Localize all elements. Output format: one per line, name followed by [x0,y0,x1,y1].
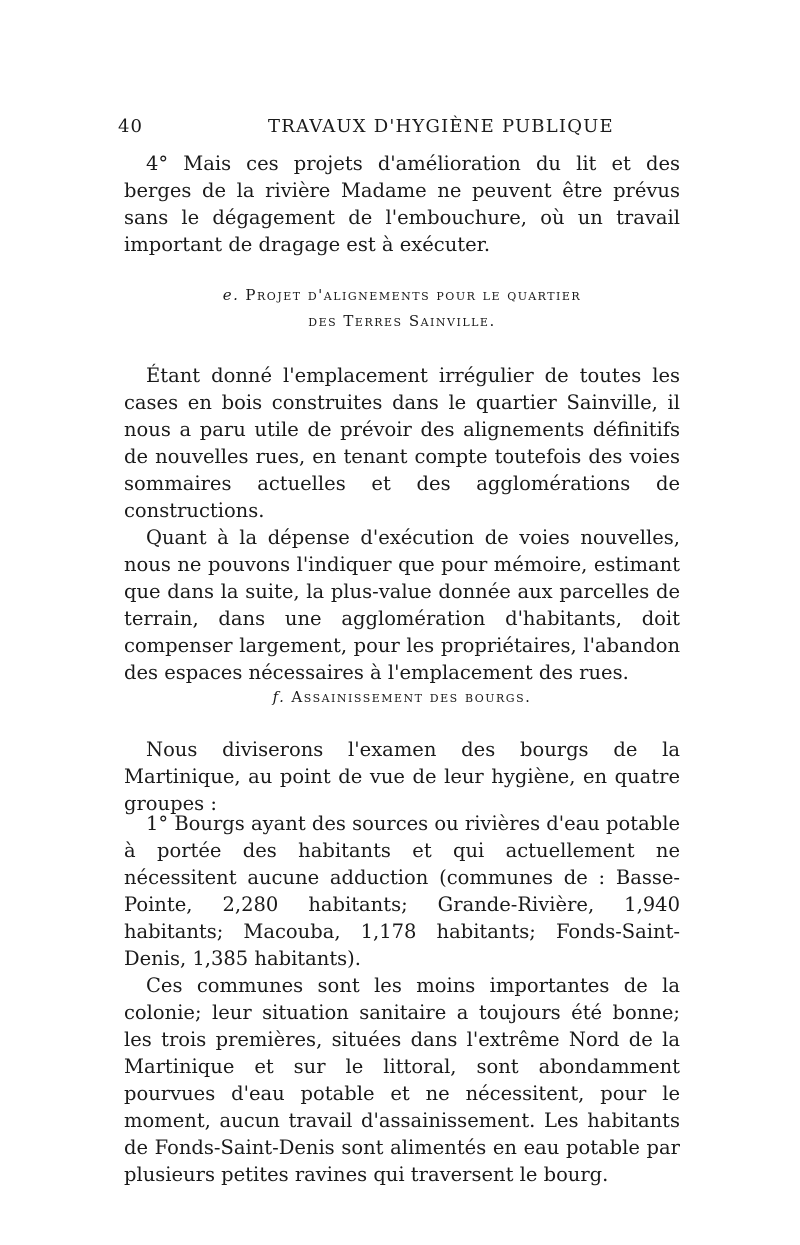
intro-paragraph: 4° Mais ces projets d'amélioration du lit et des berges de la rivière Madame ne peuvent être prévus sans le dégagement de l'embouchure, où un travail important de dragage est à exécuter. [124,152,680,256]
section-f-paragraph-1: Nous diviserons l'examen des bourgs de la Martinique, au point de vue de leur hygiène, en quatre groupes : [124,738,680,815]
section-f-paragraph-2: 1° Bourgs ayant des sources ou rivières d'eau potable à portée des habitants et qui actuellement ne nécessitent aucune adduction (communes de : Basse-Pointe, 2,280 habitants; Grande-Rivière, 1,940 habitants; Macouba, 1,178 habitants; Fonds-Saint-Denis, 1,385 habitants). [124,812,681,970]
intro-paragraph-block [124,150,680,258]
section-e-heading [124,286,680,304]
running-title: TRAVAUX D'HYGIÈNE PUBLIQUE [268,116,614,137]
section-e-body [124,362,680,686]
section-f-title: Assainissement des bourgs. [291,688,532,706]
section-f-paragraph-3: Ces communes sont les moins importantes de la colonie; leur situation sanitaire a toujours été bonne; les trois premières, situées dans l'extrême Nord de la Martinique et sur le littoral, sont abondamment pourvues d'eau potable et ne nécessitent, pour le moment, aucun travail d'assainissement. Les habitants de Fonds-Saint-Denis sont alimentés en eau potable par plusieurs petites ravines qui traversent le bourg. [124,974,680,1186]
page-number: 40 [118,116,143,137]
section-f-heading [124,688,680,706]
section-e-title-line2: des Terres Sainville. [308,312,496,330]
running-head [118,116,680,146]
section-e-heading-line2 [124,312,680,330]
section-f-intro-block [124,736,680,817]
section-f-letter: f. [272,688,286,706]
section-e-paragraph-2: Quant à la dépense d'exécution de voies nouvelles, nous ne pouvons l'indiquer que pour mémoire, estimant que dans la suite, la plus-value donnée aux parcelles de terrain, dans une agglomération d'habitants, doit compenser largement, pour les propriétaires, l'abandon des espaces nécessaires à l'emplacement des rues. [124,526,680,684]
section-e-title-line1: Projet d'alignements pour le quartier [245,286,582,304]
section-e-letter: e. [222,286,240,304]
section-e-paragraph-1: Étant donné l'emplacement irrégulier de toutes les cases en bois construites dans le quartier Sainville, il nous a paru utile de prévoir des alignements définitifs de nouvelles rues, en tenant compte toutefois des voies sommaires actuelles et des agglomérations de constructions. [124,364,680,522]
section-f-body [124,810,680,1188]
